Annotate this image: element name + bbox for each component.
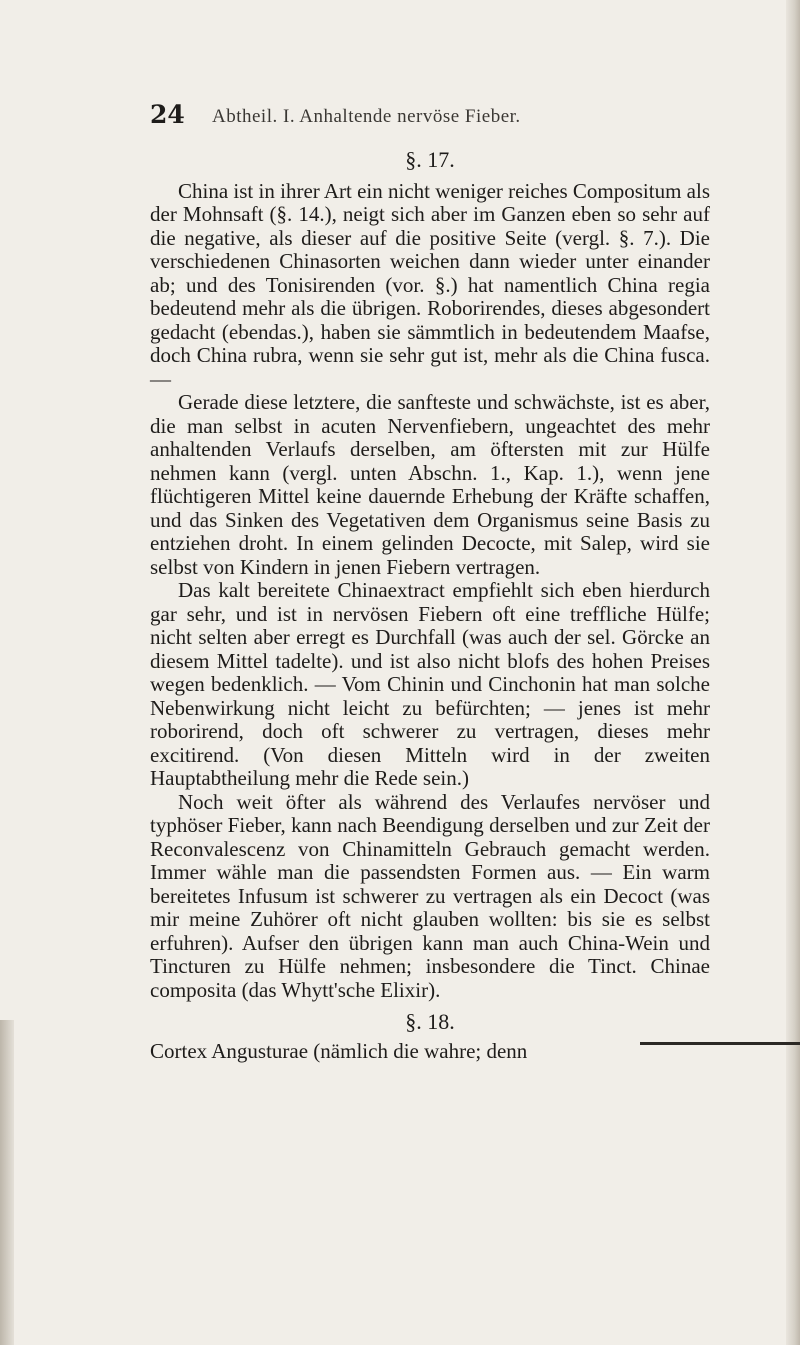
paragraph: Das kalt bereitete Chinaextract empfiehlt sich eben hierdurch gar sehr, und ist in nervösen Fiebern oft eine treffliche Hülfe; nicht selten aber erregt es Durchfall (was auch der sel. Görcke an diesem Mittel tadelte). und ist also nicht blofs des hohen Preises wegen bedenklich. — Vom Chinin und Cinchonin hat man solche Nebenwirkung nicht leicht zu befürchten; — jenes ist mehr roborirend, doch oft schwerer zu vertragen, dieses mehr excitirend. (Von diesen Mitteln wird in der zweiten Hauptabtheilung mehr die Rede sein.) — [150, 578, 710, 790]
paragraph: Noch weit öfter als während des Verlaufes nervöser und typhöser Fieber, kann nach Beendigung derselben und zur Zeit der Reconvalescenz von Chinamitteln Gebrauch gemacht werden. Immer wähle man die passendsten Formen aus. — Ein warm bereitetes Infusum ist schwerer zu vertragen als ein Decoct (was mir meine Zuhörer oft nicht glauben wollten: bis sie es selbst erfuhren). Aufser den übrigen kann man auch China-Wein und Tincturen zu Hülfe nehmen; insbesondere die Tinct. Chinae composita (das Whytt'sche Elixir). — [150, 789, 710, 1002]
paragraph: Cortex Angusturae (nämlich die wahre; denn — [150, 1038, 528, 1063]
paragraph: Gerade diese letztere, die sanfteste und schwächste, ist es aber, die man selbst in acuten Nervenfiebern, ungeachtet des mehr anhaltenden Verlaufs derselben, am öftersten mit zur Hülfe nehmen kann (vergl. unten Abschn. 1., Kap. 1.), wenn jene flüchtigeren Mittel keine dauernde Erhebung der Kräfte schaffen, und das Sinken des Vegetativen dem Organismus seine Basis zu entziehen droht. In einem gelinden Decocte, mit Salep, wird sie selbst von Kindern in jenen Fiebern vertragen. — [150, 390, 710, 579]
section-heading: §. 17. — [405, 147, 455, 172]
page-number: 24 — [150, 100, 185, 129]
running-head: Abtheil. I. Anhaltende nervöse Fieber. — [212, 106, 521, 127]
section-heading: §. 18. — [405, 1009, 455, 1034]
paragraph: China ist in ihrer Art ein nicht weniger reiches Compositum als der Mohnsaft (§. 14.), neigt sich aber im Ganzen eben so sehr auf die negative, als dieser auf die positive Seite (vergl. §. 7.). Die verschiedenen Chinasorten weichen dann wieder unter einander ab; und des Tonisirenden (vor. §.) hat namentlich China regia bedeutend mehr als die übrigen. Roborirendes, dieses abgesondert gedacht (ebendas.), haben sie sämmtlich in bedeutendem Maafse, doch China rubra, wenn sie sehr gut ist, mehr als die China fusca. — — [150, 178, 710, 391]
page-header — [150, 100, 710, 140]
page-gutter-shadow — [0, 1020, 14, 1345]
body-text — [150, 148, 710, 1063]
page-edge — [786, 0, 800, 1345]
